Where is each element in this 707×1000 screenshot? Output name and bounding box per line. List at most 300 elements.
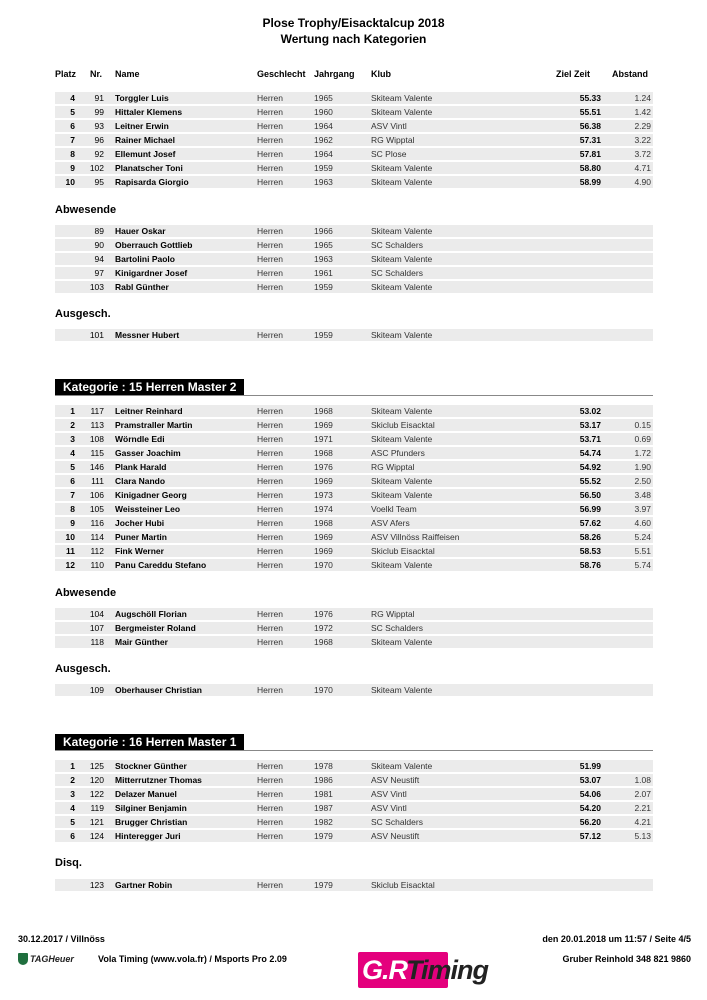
cell-zielzeit: 56.20 — [579, 817, 601, 827]
cell-klub: Skiteam Valente — [371, 330, 433, 340]
cell-name: Hauer Oskar — [115, 226, 166, 236]
col-platz: Platz — [55, 69, 77, 79]
cell-zielzeit: 57.31 — [579, 135, 601, 145]
cell-platz: 10 — [65, 532, 75, 542]
cell-geschlecht: Herren — [257, 817, 283, 827]
cell-platz: 12 — [65, 560, 75, 570]
cell-name: Clara Nando — [115, 476, 166, 486]
cell-klub: Skiteam Valente — [371, 107, 433, 117]
cell-klub: Skiteam Valente — [371, 761, 433, 771]
cell-jahrgang: 1959 — [314, 330, 333, 340]
cell-jahrgang: 1968 — [314, 637, 333, 647]
cell-name: Gasser Joachim — [115, 448, 181, 458]
cell-abstand: 3.97 — [634, 504, 651, 514]
page-title: Plose Trophy/Eisacktalcup 2018 — [262, 16, 445, 30]
cell-jahrgang: 1966 — [314, 226, 333, 236]
cell-geschlecht: Herren — [257, 107, 283, 117]
cell-jahrgang: 1970 — [314, 685, 333, 695]
page-subtitle: Wertung nach Kategorien — [280, 32, 427, 46]
cell-jahrgang: 1964 — [314, 149, 333, 159]
cell-zielzeit: 56.38 — [579, 121, 601, 131]
cell-abstand: 0.15 — [634, 420, 651, 430]
cell-geschlecht: Herren — [257, 282, 283, 292]
cell-nr: 108 — [89, 434, 104, 444]
table-row — [55, 162, 653, 174]
cell-platz: 8 — [70, 149, 75, 159]
cell-jahrgang: 1968 — [314, 406, 333, 416]
table-row — [55, 622, 653, 634]
cell-klub: Skiteam Valente — [371, 685, 433, 695]
cell-abstand: 5.24 — [634, 532, 651, 542]
cell-klub: Skiteam Valente — [371, 406, 433, 416]
cell-geschlecht: Herren — [257, 504, 283, 514]
cell-geschlecht: Herren — [257, 135, 283, 145]
table-row — [55, 253, 653, 265]
cell-platz: 5 — [70, 462, 75, 472]
cell-geschlecht: Herren — [257, 330, 283, 340]
cell-abstand: 5.51 — [634, 546, 651, 556]
cell-platz: 4 — [70, 803, 75, 813]
cell-jahrgang: 1962 — [314, 135, 333, 145]
cell-name: Brugger Christian — [115, 817, 188, 827]
cell-zielzeit: 54.20 — [579, 803, 601, 813]
col-klub: Klub — [371, 69, 391, 79]
cell-geschlecht: Herren — [257, 93, 283, 103]
cell-name: Plank Harald — [115, 462, 167, 472]
cell-name: Oberhauser Christian — [115, 685, 202, 695]
category-rule — [55, 395, 653, 396]
cell-nr: 90 — [94, 240, 104, 250]
table-row — [55, 419, 653, 431]
cell-jahrgang: 1979 — [314, 880, 333, 890]
cell-abstand: 1.72 — [634, 448, 651, 458]
cell-nr: 110 — [90, 560, 104, 570]
cell-geschlecht: Herren — [257, 518, 283, 528]
cell-zielzeit: 51.99 — [579, 761, 601, 771]
cell-nr: 117 — [90, 406, 104, 416]
cell-nr: 89 — [94, 226, 104, 236]
table-row — [55, 636, 653, 648]
cell-jahrgang: 1965 — [314, 93, 333, 103]
cell-nr: 121 — [89, 817, 104, 827]
cell-platz: 4 — [70, 93, 75, 103]
cell-nr: 118 — [90, 637, 104, 647]
cell-klub: Skiteam Valente — [371, 637, 433, 647]
cell-abstand: 4.60 — [634, 518, 651, 528]
cell-klub: ASV Vintl — [371, 121, 407, 131]
gr-logo-text: G.R — [362, 955, 408, 985]
cell-jahrgang: 1965 — [314, 240, 333, 250]
cell-klub: ASV Neustift — [371, 775, 420, 785]
cell-abstand: 1.42 — [634, 107, 651, 117]
table-row — [55, 503, 653, 515]
cell-jahrgang: 1973 — [314, 490, 333, 500]
cell-platz: 7 — [70, 135, 75, 145]
cell-geschlecht: Herren — [257, 546, 283, 556]
cell-geschlecht: Herren — [257, 560, 283, 570]
cell-jahrgang: 1970 — [314, 560, 333, 570]
cell-geschlecht: Herren — [257, 490, 283, 500]
cell-zielzeit: 55.51 — [579, 107, 601, 117]
cell-platz: 6 — [70, 476, 75, 486]
cell-zielzeit: 54.92 — [579, 462, 601, 472]
cell-nr: 116 — [90, 518, 104, 528]
table-row — [55, 267, 653, 279]
cell-geschlecht: Herren — [257, 240, 283, 250]
table-row — [55, 608, 653, 620]
section-label-ausgesch: Ausgesch. — [55, 308, 111, 320]
table-row — [55, 239, 653, 251]
table-row — [55, 760, 653, 772]
cell-nr: 107 — [89, 623, 104, 633]
cell-geschlecht: Herren — [257, 268, 283, 278]
table-row — [55, 134, 653, 146]
tagheuer-logo-text: TAGHeuer — [30, 954, 74, 964]
cell-platz: 1 — [70, 761, 75, 771]
cell-name: Puner Martin — [115, 532, 167, 542]
cell-name: Rapisarda Giorgio — [115, 177, 189, 187]
cell-abstand: 5.13 — [634, 831, 651, 841]
cell-name: Jocher Hubi — [115, 518, 165, 528]
cell-platz: 5 — [70, 817, 75, 827]
cell-zielzeit: 58.26 — [579, 532, 601, 542]
col-nr: Nr. — [90, 69, 103, 79]
cell-zielzeit: 54.74 — [579, 448, 601, 458]
cell-abstand: 4.21 — [634, 817, 651, 827]
cell-platz: 6 — [70, 831, 75, 841]
cell-geschlecht: Herren — [257, 254, 283, 264]
cell-name: Panu Careddu Stefano — [115, 560, 207, 570]
cell-klub: RG Wipptal — [371, 462, 415, 472]
cell-zielzeit: 56.50 — [579, 490, 601, 500]
cell-klub: ASV Vintl — [371, 803, 407, 813]
cell-name: Oberrauch Gottlieb — [115, 240, 193, 250]
table-row — [55, 545, 653, 557]
cell-klub: SC Schalders — [371, 240, 423, 250]
category-rule — [55, 750, 653, 751]
table-row — [55, 684, 653, 696]
cell-platz: 9 — [70, 163, 75, 173]
table-row — [55, 225, 653, 237]
cell-platz: 6 — [70, 121, 75, 131]
cell-geschlecht: Herren — [257, 163, 283, 173]
category-header-16: Kategorie : 16 Herren Master 1 — [55, 734, 244, 750]
cell-name: Weissteiner Leo — [115, 504, 181, 514]
table-row — [55, 879, 653, 891]
cell-zielzeit: 57.81 — [579, 149, 601, 159]
cell-klub: Skiteam Valente — [371, 163, 433, 173]
cell-zielzeit: 58.53 — [579, 546, 601, 556]
col-zielzeit: Ziel Zeit — [556, 69, 591, 79]
cell-nr: 119 — [90, 803, 104, 813]
section-label-abwesende: Abwesende — [55, 204, 117, 216]
cell-name: Fink Werner — [115, 546, 164, 556]
cell-nr: 102 — [89, 163, 104, 173]
cell-jahrgang: 1976 — [314, 462, 333, 472]
cell-zielzeit: 53.71 — [579, 434, 601, 444]
cell-nr: 95 — [94, 177, 104, 187]
cell-klub: Skiclub Eisacktal — [371, 546, 435, 556]
cell-geschlecht: Herren — [257, 448, 283, 458]
cell-abstand: 3.72 — [634, 149, 651, 159]
cell-geschlecht: Herren — [257, 121, 283, 131]
cell-nr: 122 — [89, 789, 104, 799]
cell-abstand: 3.22 — [634, 135, 651, 145]
cell-platz: 5 — [70, 107, 75, 117]
cell-abstand: 1.90 — [634, 462, 651, 472]
cell-zielzeit: 53.17 — [579, 420, 601, 430]
cell-abstand: 4.71 — [634, 163, 651, 173]
cell-name: Messner Hubert — [115, 330, 180, 340]
cell-klub: Skiteam Valente — [371, 254, 433, 264]
tagheuer-logo — [18, 953, 74, 965]
cell-nr: 115 — [90, 448, 104, 458]
table-row — [55, 148, 653, 160]
cell-klub: Skiteam Valente — [371, 476, 433, 486]
cell-nr: 103 — [89, 282, 104, 292]
cell-name: Silginer Benjamin — [115, 803, 187, 813]
col-abstand: Abstand — [612, 69, 648, 79]
cell-jahrgang: 1974 — [314, 504, 333, 514]
cell-jahrgang: 1981 — [314, 789, 333, 799]
cell-jahrgang: 1986 — [314, 775, 333, 785]
cell-name: Mair Günther — [115, 637, 168, 647]
cell-name: Bergmeister Roland — [115, 623, 196, 633]
cell-nr: 111 — [91, 476, 104, 486]
cell-abstand: 4.90 — [634, 177, 651, 187]
cell-geschlecht: Herren — [257, 420, 283, 430]
cell-name: Bartolini Paolo — [115, 254, 175, 264]
cell-jahrgang: 1978 — [314, 761, 333, 771]
cell-geschlecht: Herren — [257, 226, 283, 236]
cell-klub: Skiteam Valente — [371, 434, 433, 444]
footer-printed: den 20.01.2018 um 11:57 / Seite 4/5 — [542, 934, 691, 944]
cell-klub: ASV Vintl — [371, 789, 407, 799]
table-row — [55, 281, 653, 293]
cell-abstand: 2.07 — [634, 789, 651, 799]
cell-geschlecht: Herren — [257, 462, 283, 472]
gr-logo-text-timing: Timing — [406, 955, 489, 985]
cell-nr: 92 — [94, 149, 104, 159]
cell-klub: SC Plose — [371, 149, 407, 159]
cell-nr: 101 — [89, 330, 104, 340]
cell-jahrgang: 1976 — [314, 609, 333, 619]
cell-klub: ASV Afers — [371, 518, 410, 528]
cell-geschlecht: Herren — [257, 406, 283, 416]
cell-name: Ellemunt Josef — [115, 149, 176, 159]
cell-jahrgang: 1969 — [314, 532, 333, 542]
cell-abstand: 3.48 — [634, 490, 651, 500]
cell-geschlecht: Herren — [257, 149, 283, 159]
cell-jahrgang: 1963 — [314, 254, 333, 264]
category-header-15: Kategorie : 15 Herren Master 2 — [55, 379, 244, 395]
cell-klub: Skiteam Valente — [371, 282, 433, 292]
cell-nr: 96 — [94, 135, 104, 145]
cell-jahrgang: 1969 — [314, 420, 333, 430]
cell-klub: Skiteam Valente — [371, 226, 433, 236]
cell-nr: 93 — [94, 121, 104, 131]
cell-name: Rainer Michael — [115, 135, 175, 145]
cell-klub: ASC Pfunders — [371, 448, 425, 458]
cell-abstand: 2.21 — [634, 803, 651, 813]
table-row — [55, 774, 653, 786]
cell-nr: 99 — [94, 107, 104, 117]
cell-zielzeit: 53.07 — [579, 775, 601, 785]
cell-nr: 120 — [89, 775, 104, 785]
table-row — [55, 489, 653, 501]
cell-klub: SC Schalders — [371, 623, 423, 633]
cell-abstand: 1.24 — [634, 93, 651, 103]
cell-zielzeit: 58.76 — [579, 560, 601, 570]
cell-geschlecht: Herren — [257, 609, 283, 619]
cell-jahrgang: 1969 — [314, 546, 333, 556]
table-row — [55, 816, 653, 828]
cell-geschlecht: Herren — [257, 789, 283, 799]
table-row — [55, 559, 653, 571]
cell-name: Pramstraller Martin — [115, 420, 193, 430]
cell-geschlecht: Herren — [257, 803, 283, 813]
cell-jahrgang: 1987 — [314, 803, 333, 813]
cell-name: Planatscher Toni — [115, 163, 183, 173]
table-row — [55, 176, 653, 188]
cell-nr: 124 — [89, 831, 104, 841]
cell-platz: 11 — [66, 546, 75, 556]
footer-contact: Gruber Reinhold 348 821 9860 — [562, 954, 691, 964]
cell-klub: Skiteam Valente — [371, 177, 433, 187]
cell-platz: 9 — [70, 518, 75, 528]
col-jahrgang: Jahrgang — [314, 69, 355, 79]
cell-jahrgang: 1979 — [314, 831, 333, 841]
cell-zielzeit: 55.52 — [579, 476, 601, 486]
table-row — [55, 329, 653, 341]
cell-klub: Skiclub Eisacktal — [371, 420, 435, 430]
cell-geschlecht: Herren — [257, 532, 283, 542]
col-geschlecht: Geschlecht — [257, 69, 306, 79]
cell-abstand: 0.69 — [634, 434, 651, 444]
cell-jahrgang: 1961 — [314, 268, 333, 278]
cell-platz: 10 — [65, 177, 75, 187]
table-row — [55, 461, 653, 473]
cell-geschlecht: Herren — [257, 623, 283, 633]
cell-abstand: 2.50 — [634, 476, 651, 486]
table-row — [55, 106, 653, 118]
footer-date-place: 30.12.2017 / Villnöss — [18, 934, 105, 944]
cell-geschlecht: Herren — [257, 685, 283, 695]
cell-nr: 113 — [90, 420, 104, 430]
cell-name: Wörndle Edi — [115, 434, 165, 444]
table-row — [55, 788, 653, 800]
section-label-disq: Disq. — [55, 857, 82, 869]
cell-jahrgang: 1971 — [314, 434, 333, 444]
cell-name: Hittaler Klemens — [115, 107, 183, 117]
table-row — [55, 517, 653, 529]
cell-geschlecht: Herren — [257, 880, 283, 890]
cell-nr: 105 — [89, 504, 104, 514]
cell-nr: 114 — [90, 532, 104, 542]
gr-timing-logo — [358, 952, 526, 992]
cell-geschlecht: Herren — [257, 775, 283, 785]
cell-name: Stockner Günther — [115, 761, 187, 771]
cell-geschlecht: Herren — [257, 637, 283, 647]
cell-zielzeit: 53.02 — [579, 406, 601, 416]
cell-klub: Skiclub Eisacktal — [371, 880, 435, 890]
cell-name: Gartner Robin — [115, 880, 173, 890]
cell-klub: Voelkl Team — [371, 504, 417, 514]
cell-platz: 8 — [70, 504, 75, 514]
cell-nr: 109 — [89, 685, 104, 695]
cell-zielzeit: 54.06 — [579, 789, 601, 799]
section-label-abwesende-cat15: Abwesende — [55, 587, 117, 599]
cell-jahrgang: 1982 — [314, 817, 333, 827]
cell-nr: 94 — [94, 254, 104, 264]
cell-zielzeit: 58.80 — [579, 163, 601, 173]
cell-name: Rabl Günther — [115, 282, 169, 292]
cell-nr: 146 — [89, 462, 104, 472]
cell-abstand: 2.29 — [634, 121, 651, 131]
cell-geschlecht: Herren — [257, 761, 283, 771]
cell-nr: 97 — [94, 268, 104, 278]
cell-nr: 112 — [90, 546, 104, 556]
cell-klub: Skiteam Valente — [371, 490, 433, 500]
cell-zielzeit: 57.12 — [579, 831, 601, 841]
section-label-ausgesch-cat15: Ausgesch. — [55, 663, 111, 675]
cell-jahrgang: 1972 — [314, 623, 333, 633]
cell-jahrgang: 1963 — [314, 177, 333, 187]
cell-platz: 7 — [70, 490, 75, 500]
table-row — [55, 433, 653, 445]
cell-klub: Skiteam Valente — [371, 560, 433, 570]
cell-abstand: 1.08 — [634, 775, 651, 785]
table-row — [55, 92, 653, 104]
cell-name: Leitner Reinhard — [115, 406, 183, 416]
cell-jahrgang: 1959 — [314, 163, 333, 173]
cell-klub: SC Schalders — [371, 268, 423, 278]
cell-name: Augschöll Florian — [115, 609, 187, 619]
cell-nr: 123 — [89, 880, 104, 890]
cell-name: Hinteregger Juri — [115, 831, 181, 841]
cell-abstand: 5.74 — [634, 560, 651, 570]
table-row — [55, 830, 653, 842]
cell-geschlecht: Herren — [257, 476, 283, 486]
cell-platz: 1 — [70, 406, 75, 416]
cell-klub: SC Schalders — [371, 817, 423, 827]
cell-zielzeit: 57.62 — [579, 518, 601, 528]
cell-name: Kinigardner Josef — [115, 268, 188, 278]
cell-jahrgang: 1964 — [314, 121, 333, 131]
cell-name: Torggler Luis — [115, 93, 169, 103]
cell-klub: Skiteam Valente — [371, 93, 433, 103]
cell-nr: 104 — [89, 609, 104, 619]
cell-geschlecht: Herren — [257, 434, 283, 444]
table-row — [55, 475, 653, 487]
table-row — [55, 802, 653, 814]
table-row — [55, 405, 653, 417]
cell-platz: 3 — [70, 434, 75, 444]
cell-jahrgang: 1968 — [314, 448, 333, 458]
table-row — [55, 531, 653, 543]
cell-platz: 3 — [70, 789, 75, 799]
cell-name: Mitterrutzner Thomas — [115, 775, 202, 785]
cell-nr: 91 — [94, 93, 104, 103]
cell-zielzeit: 55.33 — [579, 93, 601, 103]
cell-nr: 125 — [89, 761, 104, 771]
cell-platz: 4 — [70, 448, 75, 458]
cell-klub: RG Wipptal — [371, 135, 415, 145]
cell-nr: 106 — [89, 490, 104, 500]
cell-klub: RG Wipptal — [371, 609, 415, 619]
cell-name: Kinigadner Georg — [115, 490, 187, 500]
cell-jahrgang: 1959 — [314, 282, 333, 292]
